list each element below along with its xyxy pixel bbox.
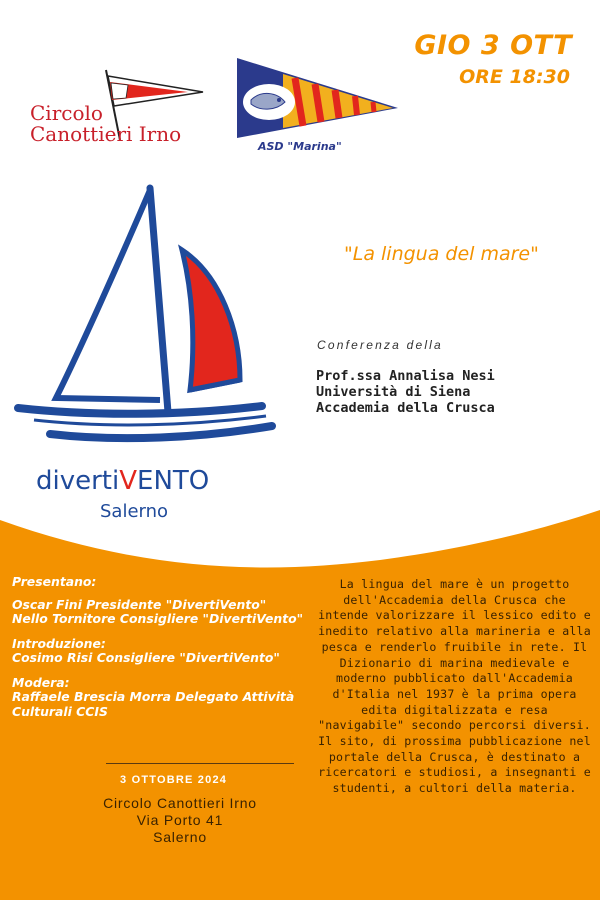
club-name-line2: Canottieri Irno [30, 122, 182, 146]
venue-city: Salerno [153, 829, 207, 845]
speaker-name: Prof.ssa Annalisa Nesi [316, 368, 495, 384]
event-date-badge: GIO 3 OTT [414, 30, 572, 61]
asd-marina-label: ASD "Marina" [258, 140, 342, 153]
speaker-academy: Accademia della Crusca [316, 400, 495, 416]
divertivento-brand [36, 466, 209, 496]
presentano-heading: Presentano: [12, 574, 97, 589]
brand-v: V [119, 466, 138, 496]
presenter-1: Oscar Fini Presidente "DivertiVento" [12, 596, 267, 612]
presenter-2: Nello Tornitore Consigliere "DivertiVento" [12, 611, 304, 626]
brand-city: Salerno [100, 501, 169, 522]
venue-block [80, 795, 280, 846]
project-description: La lingua del mare è un progetto dell'Accademia della Crusca che intende valorizzare il lessico edito e inedito relativo alla marineria e alla pesca e renderlo fruibile in rete. Il Dizionario di marina medievale e moderno pubblicato dall'Accademia d'Italia nel 1937 è la prima opera edita digitalizzata e resa "navigabile" secondo percorsi diversi. Il sito, di prossima pubblicazione nel portale della Crusca, è destinato a ricercatori e studiosi, a insegnanti e studenti, a cultori della materia. [318, 577, 591, 796]
presenters-block [12, 575, 312, 719]
asd-marina-pennant [233, 56, 403, 141]
conference-label: Conferenza della [317, 338, 443, 352]
brand-part3: ENTO [137, 466, 210, 496]
club-name-line1: Circolo [30, 101, 103, 125]
venue-address: Via Porto 41 [136, 812, 224, 828]
footer-date: 3 OTTOBRE 2024 [120, 774, 228, 786]
sailboat-logo [10, 180, 280, 460]
introduzione-speaker: Cosimo Risi Consigliere "DivertiVento" [12, 650, 280, 665]
event-title: "La lingua del mare" [344, 243, 539, 265]
speaker-block [316, 368, 495, 416]
venue-name: Circolo Canottieri Irno [103, 795, 257, 811]
brand-part1: diverti [36, 466, 120, 496]
speaker-university: Università di Siena [316, 384, 471, 400]
modera-heading: Modera: [12, 674, 70, 690]
event-time: ORE 18:30 [459, 66, 570, 88]
introduzione-heading: Introduzione: [12, 635, 106, 651]
moderator: Raffaele Brescia Morra Delegato Attività Culturali CCIS [12, 689, 295, 719]
footer-divider [106, 763, 294, 764]
circolo-canottieri-name [30, 103, 181, 145]
